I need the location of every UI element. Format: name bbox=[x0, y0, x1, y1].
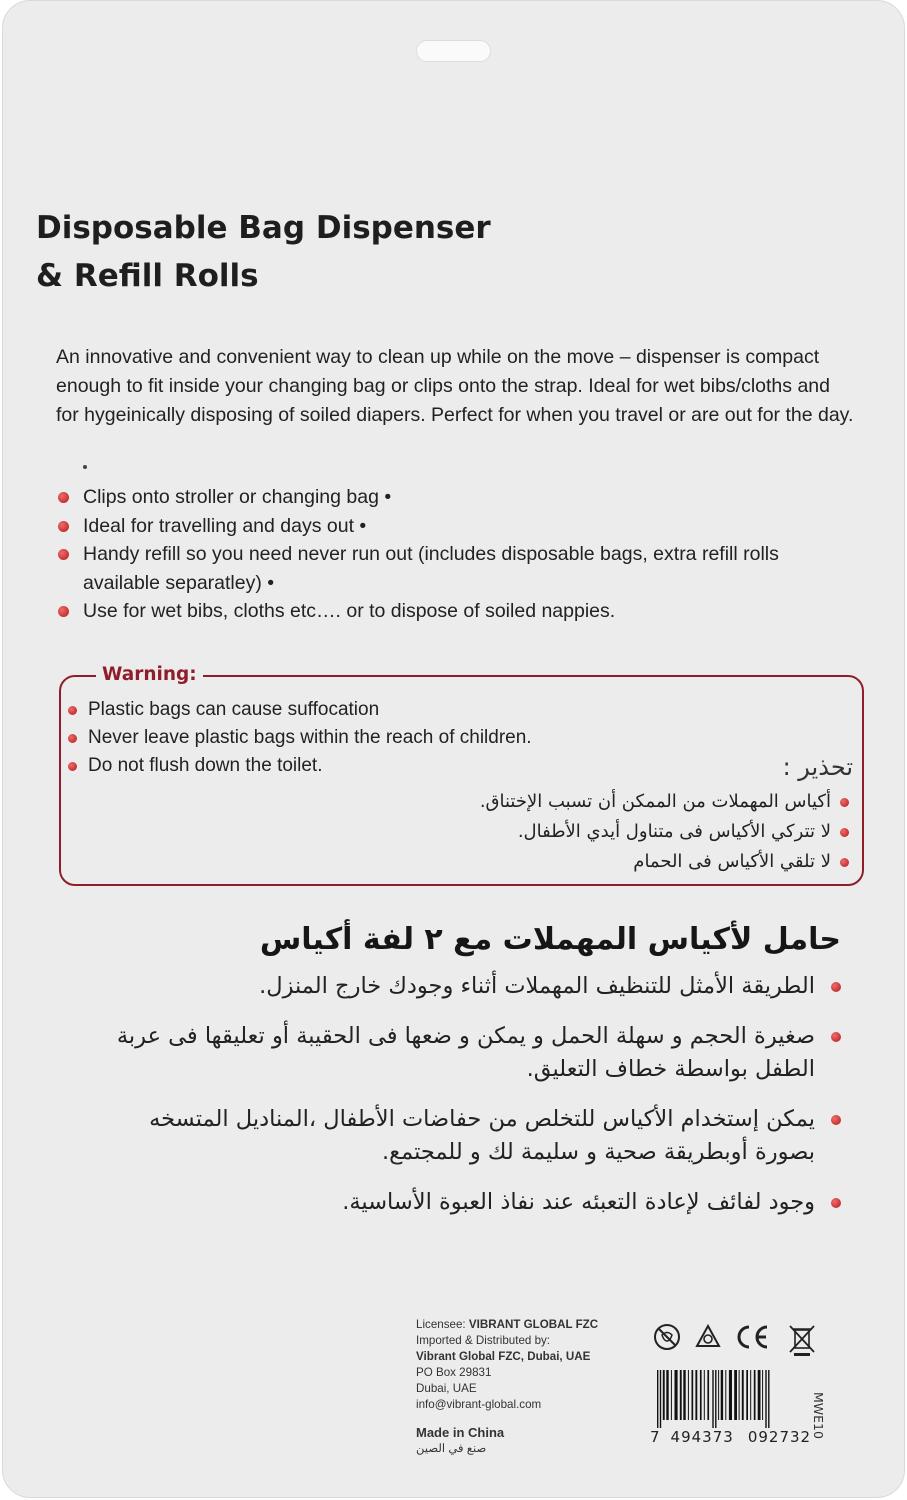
barcode-bar bbox=[739, 1370, 740, 1420]
red-bullet-icon bbox=[58, 606, 69, 617]
barcode-bar bbox=[700, 1370, 702, 1420]
barcode-bar bbox=[695, 1370, 697, 1420]
mobius-recycle-icon bbox=[693, 1322, 723, 1358]
red-bullet-icon bbox=[840, 828, 849, 837]
red-bullet-icon bbox=[58, 521, 69, 532]
feature-item: Clips onto stroller or changing bag • bbox=[58, 483, 858, 512]
red-bullet-icon bbox=[831, 1198, 841, 1208]
barcode-bar bbox=[712, 1370, 713, 1428]
crossed-bin-icon bbox=[786, 1322, 818, 1358]
stray-bullet-dot bbox=[83, 465, 87, 469]
feature-item: Ideal for travelling and days out • bbox=[58, 512, 858, 541]
barcode-bar bbox=[758, 1370, 761, 1420]
barcode-bar bbox=[680, 1370, 682, 1420]
barcode-bar bbox=[666, 1370, 668, 1420]
warning-item-ar: لا تتركي الأكياس فى متناول أيدي الأطفال. bbox=[289, 817, 849, 847]
no-small-parts-icon bbox=[652, 1322, 682, 1358]
feature-list bbox=[58, 483, 858, 626]
warning-title: Warning: bbox=[96, 663, 203, 687]
barcode-bar bbox=[768, 1370, 769, 1428]
hang-hole bbox=[416, 40, 491, 62]
red-bullet-icon bbox=[58, 492, 69, 503]
licensee-line: Licensee: VIBRANT GLOBAL FZC bbox=[416, 1318, 599, 1331]
company-name: Vibrant Global FZC, Dubai, UAE bbox=[416, 1350, 591, 1363]
barcode-bar bbox=[734, 1370, 737, 1420]
warning-item: Never leave plastic bags within the reach of children. bbox=[68, 724, 668, 752]
red-bullet-icon bbox=[58, 549, 69, 560]
intro-paragraph: An innovative and convenient way to clean up while on the move – dispenser is compact enough to fit inside your changing bag or clips onto the strap. Ideal for wet bibs/cloths and for hygeinically disposing of soiled diapers. Perfect for when you travel or are out for the day. bbox=[56, 346, 854, 426]
barcode-bar bbox=[675, 1370, 678, 1420]
product-title bbox=[36, 204, 656, 300]
feature-item: Handy refill so you need never run out (includes disposable bags, extra refill rolls available separatley) • bbox=[58, 540, 858, 597]
barcode-number: 7 494373 092732 bbox=[650, 1428, 812, 1446]
made-in-china: Made in China bbox=[416, 1425, 505, 1440]
feature-item-ar: صغيرة الحجم و سهلة الحمل و يمكن و ضعها فى الحقيبة أو تعليقها فى عربة الطفل بواسطة خطاف التعليق. bbox=[101, 1020, 841, 1086]
barcode-bar bbox=[725, 1370, 726, 1420]
feature-item-ar: الطريقة الأمثل للتنظيف المهملات أثناء وجودك خارج المنزل. bbox=[101, 970, 841, 1003]
product-title-line2: & Refill Rolls bbox=[36, 258, 259, 294]
warning-item: Do not flush down the toilet. bbox=[68, 752, 668, 780]
barcode-bar bbox=[704, 1370, 705, 1420]
barcode-bar bbox=[715, 1370, 716, 1428]
warning-item-ar: أكياس المهملات من الممكن أن تسبب الإختناق. bbox=[289, 787, 849, 817]
ce-mark-icon bbox=[733, 1322, 771, 1358]
warning-list-ar bbox=[289, 787, 849, 877]
barcode-bar bbox=[742, 1370, 744, 1420]
warning-item-ar: لا تلقي الأكياس فى الحمام bbox=[289, 847, 849, 877]
red-bullet-icon bbox=[68, 734, 77, 743]
barcode-bar bbox=[671, 1370, 672, 1420]
barcode-bar bbox=[718, 1370, 719, 1420]
barcode-bar bbox=[663, 1370, 665, 1420]
made-in-china-ar: صنع في الصين bbox=[416, 1442, 487, 1455]
red-bullet-icon bbox=[68, 706, 77, 715]
feature-item-ar: وجود لفائف لإعادة التعبئه عند نفاذ العبوة الأساسية. bbox=[101, 1186, 841, 1219]
red-bullet-icon bbox=[840, 858, 849, 867]
feature-list-ar bbox=[101, 970, 841, 1236]
feature-item-ar: يمكن إستخدام الأكياس للتخلص من حفاضات الأطفال ،المناديل المتسخه بصورة أوبطريقة صحية و سليمة لك و للمجتمع. bbox=[101, 1103, 841, 1169]
product-title-line1: Disposable Bag Dispenser bbox=[36, 210, 491, 246]
barcode-bar bbox=[762, 1370, 763, 1420]
barcode-bar bbox=[754, 1370, 756, 1420]
warning-item: Plastic bags can cause suffocation bbox=[68, 696, 668, 724]
barcode-bar bbox=[692, 1370, 694, 1420]
model-code: MWE10 bbox=[811, 1392, 826, 1439]
city: Dubai, UAE bbox=[416, 1382, 477, 1395]
barcode-bar bbox=[750, 1370, 751, 1420]
red-bullet-icon bbox=[831, 1032, 841, 1042]
barcode-bar bbox=[688, 1370, 689, 1420]
red-bullet-icon bbox=[831, 1115, 841, 1125]
red-bullet-icon bbox=[831, 982, 841, 992]
warning-title-ar: تحذير : bbox=[782, 753, 853, 781]
barcode-bar bbox=[707, 1370, 709, 1420]
po-box: PO Box 29831 bbox=[416, 1366, 492, 1379]
barcode-bar bbox=[746, 1370, 748, 1420]
barcode-bar bbox=[660, 1370, 661, 1428]
barcode-bar bbox=[657, 1370, 658, 1428]
barcode-bar bbox=[729, 1370, 732, 1420]
red-bullet-icon bbox=[68, 762, 77, 771]
email: info@vibrant-global.com bbox=[416, 1398, 542, 1411]
product-title-ar: حامل لأكياس المهملات مع ٢ لفة أكياس bbox=[259, 922, 841, 957]
barcode-bar bbox=[765, 1370, 766, 1428]
warning-list-en bbox=[68, 696, 668, 780]
barcode bbox=[655, 1370, 825, 1428]
feature-item: Use for wet bibs, cloths etc…. or to dispose of soiled nappies. bbox=[58, 597, 858, 626]
barcode-bar bbox=[721, 1370, 723, 1420]
imported-label: Imported & Distributed by: bbox=[416, 1334, 551, 1347]
red-bullet-icon bbox=[840, 798, 849, 807]
licensee-block bbox=[416, 1317, 646, 1457]
barcode-bar bbox=[683, 1370, 685, 1420]
